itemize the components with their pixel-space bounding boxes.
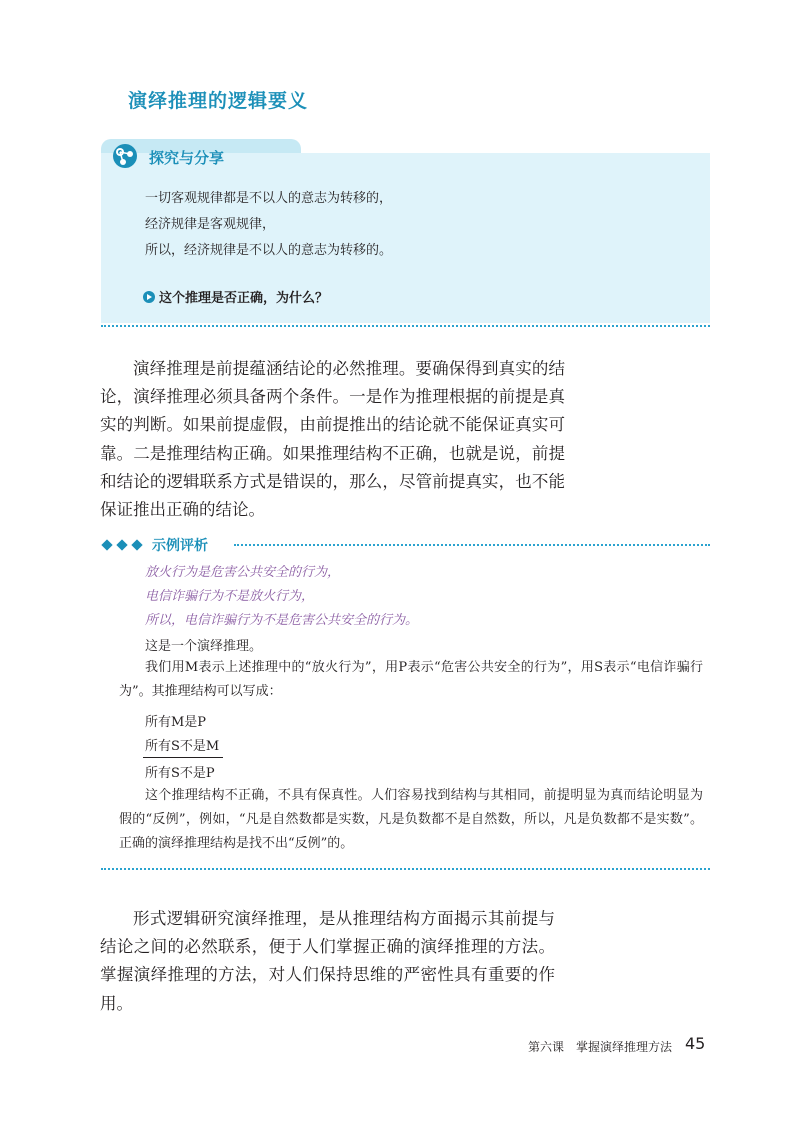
molecule-icon (111, 142, 139, 170)
section-title: 演绎推理的逻辑要义 (128, 90, 309, 112)
explore-lines (145, 186, 392, 264)
play-circle-icon (143, 291, 155, 303)
example-premise: 放火行为是危害公共安全的行为， (145, 565, 341, 580)
explore-label: 探究与分享 (149, 149, 225, 167)
divider-dotted (101, 325, 710, 327)
structure-line: 所有S不是M (145, 739, 220, 754)
body-paragraph: 演绎推理是前提蕴涵结论的必然推理。要确保得到真实的结论，演绎推理必须具备两个条件。一是作为推理根据的前提是真实的判断。如果前提虚假，由前提推出的结论就不能保证真实可靠。二是推理结构正确。如果推理结构不正确，也就是说，前提和结论的逻辑联系方式是错误的，那么，尽管前提真实，也不能保证推出正确的结论。 (100, 359, 565, 520)
example-text: 这是一个演绎推理。 (145, 639, 263, 654)
explore-line: 经济规律是客观规律， (145, 217, 276, 232)
divider-dotted (101, 868, 710, 870)
body-paragraph: 形式逻辑研究演绎推理，是从推理结构方面揭示其前提与结论之间的必然联系，便于人们掌握正确的演绎推理的方法。掌握演绎推理的方法，对人们保持思维的严密性具有重要的作用。 (100, 909, 555, 1013)
diamond-icon (101, 539, 112, 550)
footer-chapter: 第六课 掌握演绎推理方法 (528, 1040, 673, 1054)
example-premise: 电信诈骗行为不是放火行为， (145, 589, 315, 604)
example-title: 示例评析 (152, 538, 208, 554)
diamond-icon (131, 539, 142, 550)
question (143, 287, 328, 306)
example-header (103, 535, 208, 555)
example-paragraph: 我们用M表示上述推理中的“放火行为”，用P表示“危害公共安全的行为”，用S表示“电信诈骗行为”。其推理结构可以写成： (119, 660, 703, 699)
explore-line: 一切客观规律都是不以人的意志为转移的， (145, 191, 393, 206)
divider-dotted (234, 544, 710, 546)
structure-line: 所有S不是P (145, 766, 215, 781)
page-number: 45 (685, 1034, 706, 1053)
question-text: 这个推理是否正确，为什么？ (159, 291, 329, 306)
explore-line: 所以，经济规律是不以人的意志为转移的。 (145, 243, 393, 258)
conclusion-line (143, 757, 223, 758)
structure-line: 所有M是P (145, 715, 207, 730)
example-conclusion: 所以，电信诈骗行为不是危害公共安全的行为。 (145, 613, 419, 628)
diamond-icon (116, 539, 127, 550)
example-paragraph: 这个推理结构不正确，不具有保真性。人们容易找到结构与其相同，前提明显为真而结论明显为假的“反例”，例如，“凡是自然数都是实数，凡是负数都不是自然数，所以，凡是负数都不是实数”。正确的演绎推理结构是找不出“反例”的。 (119, 788, 703, 851)
